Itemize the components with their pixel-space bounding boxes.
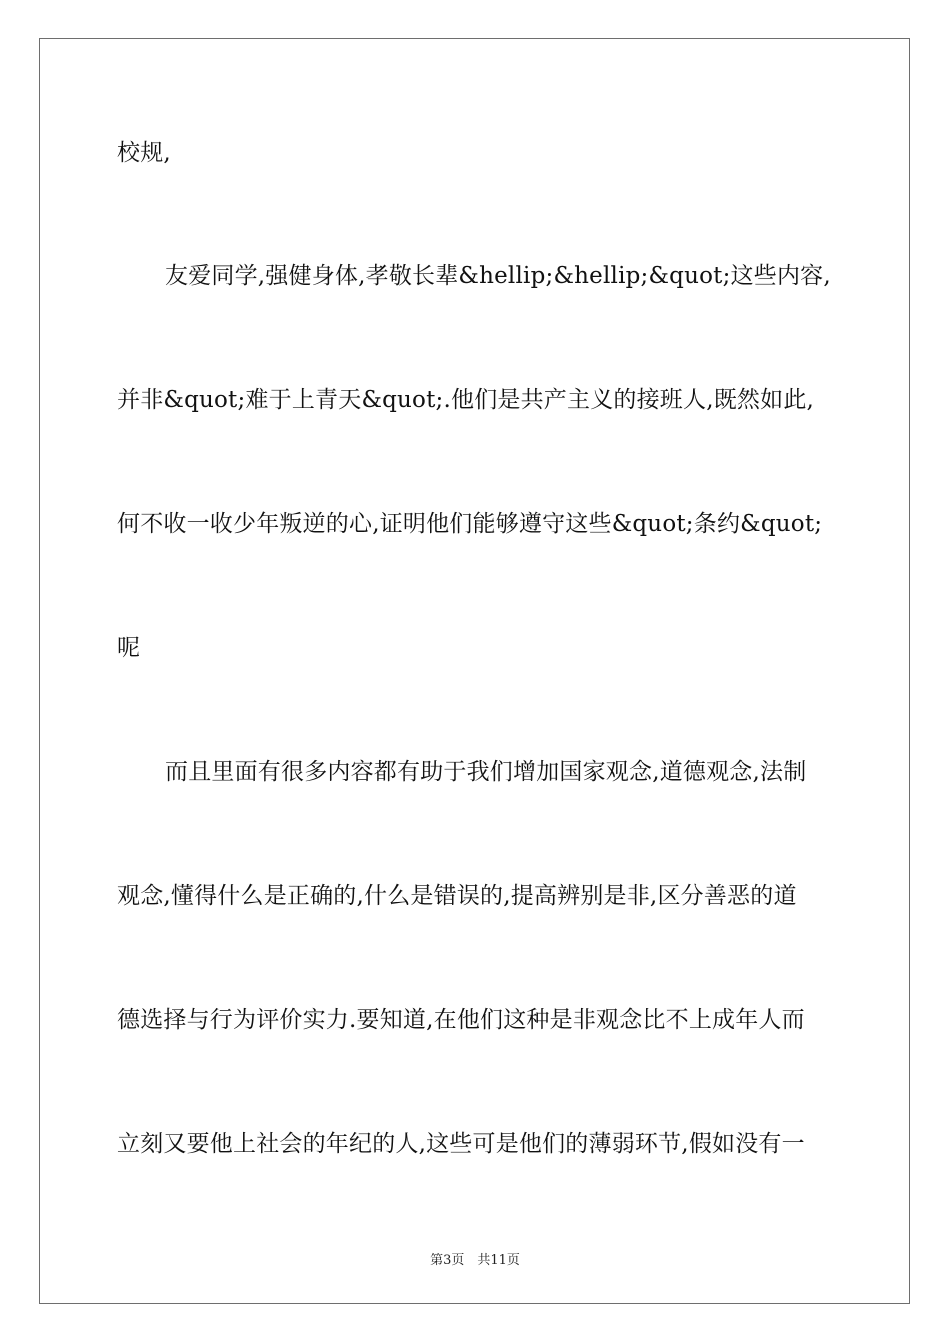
page-border (39, 38, 910, 1304)
text-line-6: 而且里面有很多内容都有助于我们增加国家观念,道德观念,法制 (165, 759, 807, 785)
text-line-9: 立刻又要他上社会的年纪的人,这些可是他们的薄弱环节,假如没有一 (117, 1131, 805, 1157)
page-number-footer: 第3页 共11页 (430, 1253, 520, 1268)
text-line-8: 德选择与行为评价实力.要知道,在他们这种是非观念比不上成年人而 (117, 1007, 805, 1033)
text-line-4: 何不收一收少年叛逆的心,证明他们能够遵守这些&quot;条约&quot; (117, 511, 823, 537)
text-line-1: 校规, (117, 140, 171, 166)
text-line-7: 观念,懂得什么是正确的,什么是错误的,提高辨别是非,区分善恶的道 (117, 883, 797, 909)
text-line-3: 并非&quot;难于上青天&quot;.他们是共产主义的接班人,既然如此, (117, 387, 815, 413)
text-line-5: 呢 (117, 635, 141, 661)
text-line-2: 友爱同学,强健身体,孝敬长辈&hellip;&hellip;&quot;这些内容, (165, 263, 831, 289)
